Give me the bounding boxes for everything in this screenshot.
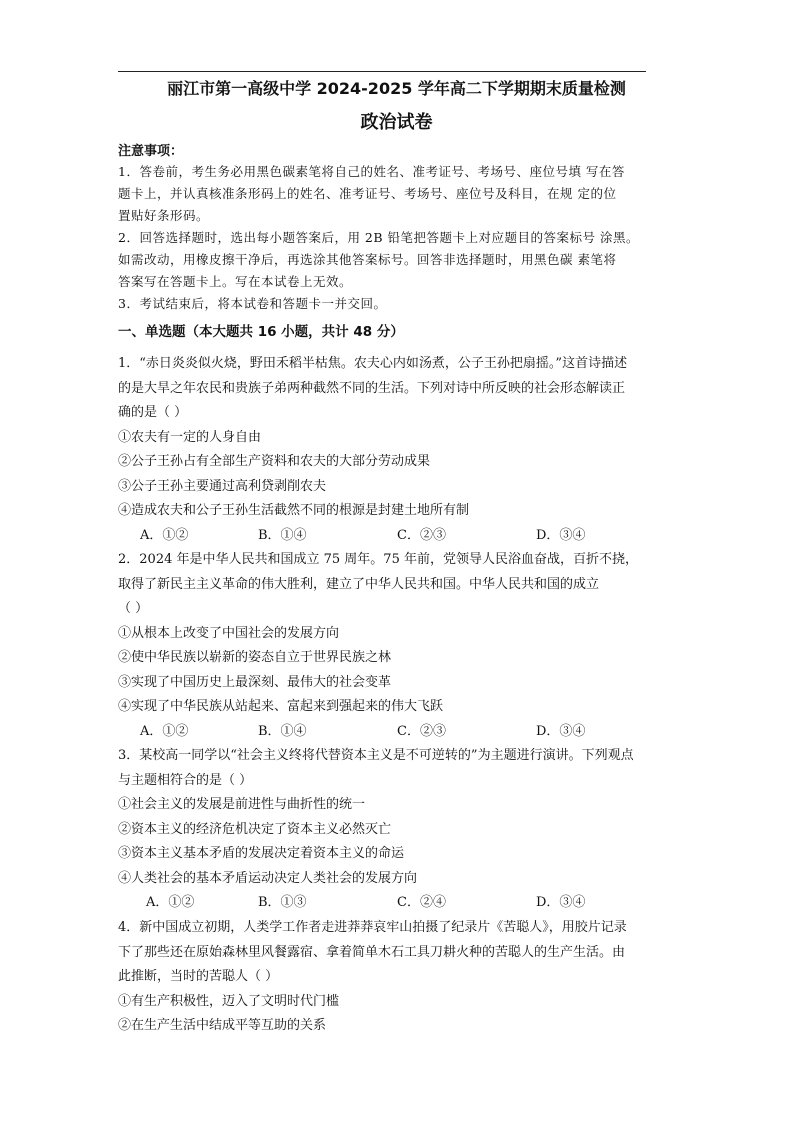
exam-subject: 政治试卷 (360, 112, 433, 133)
option-c: C．②③ (397, 723, 446, 739)
option-a: A．①② (140, 527, 189, 543)
question-stem-line: 下了那些还在原始森林里风餐露宿、拿着简单木石工具刀耕火种的苦聪人的生产生活。由 (118, 944, 626, 960)
statement-item: ②使中华民族以崭新的姿态自立于世界民族之林 (118, 650, 392, 665)
question-stem-line: 确的是（ ） (118, 405, 188, 420)
notice-line: 3．考试结束后，将本试卷和答题卡一并交回。 (118, 296, 387, 311)
notice-line: 如需改动，用橡皮擦干净后，再选涂其他答案标号。回答非选择题时，用黑色碳 素笔将 (118, 252, 617, 267)
header-rule (118, 71, 646, 72)
notice-line: 2．回答选择题时，选出每小题答案后，用 2B 铅笔把答题卡上对应题目的答案标号 涂黑。 (118, 230, 640, 245)
question-stem-line: 4．新中国成立初期，人类学工作者走进莽莽哀牢山拍摄了纪录片《苦聪人》，用胶片记录 (118, 920, 627, 935)
section-title: 一、单选题（本大题共 16 小题，共计 48 分） (118, 324, 404, 340)
answer-options (118, 524, 678, 549)
statement-item: ②公子王孙占有全部生产资料和农夫的大部分劳动成果 (118, 454, 431, 469)
option-d: D．③④ (536, 723, 586, 739)
statement-item: ④人类社会的基本矛盾运动决定人类社会的发展方向 (118, 870, 418, 886)
question-stem-line: 与主题相符合的是（ ） (118, 772, 253, 788)
statement-item: ①有生产积极性，迈入了文明时代门槛 (118, 993, 340, 1009)
option-d: D．③④ (536, 527, 586, 543)
notice-block (118, 161, 678, 315)
notice-heading: 注意事项： (118, 144, 184, 159)
notice-line: 置贴好条形码。 (118, 208, 210, 223)
statement-item: ③公子王孙主要通过高利贷剥削农夫 (118, 478, 327, 494)
question-2 (118, 548, 678, 744)
option-b: B．①④ (258, 527, 307, 543)
statement-item: ①从根本上改变了中国社会的发展方向 (118, 625, 340, 641)
answer-options (118, 891, 678, 916)
notice-line: 题卡上，并认真核准条形码上的姓名、准考证号、考场号、座位号及科目，在规 定的位 (118, 186, 617, 201)
statement-item: ②资本主义的经济危机决定了资本主义必然灭亡 (118, 821, 392, 837)
option-c: C．②③ (397, 527, 446, 543)
statement-item: ④实现了中华民族从站起来、富起来到强起来的伟大飞跃 (118, 699, 444, 714)
option-a: A．①② (146, 895, 195, 910)
answer-options (118, 720, 678, 745)
option-b: B．①④ (258, 723, 307, 739)
option-d: D．③④ (536, 895, 586, 910)
statement-item: ②在生产生活中结成平等互助的关系 (118, 1018, 327, 1033)
option-c: C．②④ (397, 895, 446, 910)
question-stem-line: 取得了新民主主义革命的伟大胜利，建立了中华人民共和国。中华人民共和国的成立 (118, 576, 600, 592)
notice-line: 答案写在答题卡上。写在本试卷上无效。 (118, 274, 353, 289)
statement-item: ①农夫有一定的人身自由 (118, 429, 262, 445)
statement-item: ④造成农夫和公子王孙生活截然不同的根源是封建土地所有制 (118, 503, 470, 518)
notice-line: 1．答卷前，考生务必用黑色碳素笔将自己的姓名、准考证号、考场号、座位号填 写在答 (118, 164, 625, 179)
statement-item: ①社会主义的发展是前进性与曲折性的统一 (118, 797, 366, 812)
question-stem-line: 此推断，当时的苦聪人（ ） (118, 969, 279, 984)
question-stem-line: 1．“赤日炎炎似火烧，野田禾稻半枯焦。农夫心内如汤煮，公子王孙把扇摇。”这首诗描述 (118, 356, 628, 371)
question-1 (118, 352, 678, 548)
question-stem-line: 的是大旱之年农民和贵族子弟两种截然不同的生活。下列对诗中所反映的社会形态解读正 (118, 380, 626, 396)
question-stem-line: 3．某校高一同学以“社会主义终将代替资本主义是不可逆转的”为主题进行演讲。下列观点 (118, 748, 634, 763)
exam-title: 丽江市第一高级中学 2024-2025 学年高二下学期期末质量检测 (167, 79, 626, 98)
statement-item: ③资本主义基本矛盾的发展决定着资本主义的命运 (118, 846, 405, 861)
option-b: B．①③ (258, 895, 307, 910)
question-3 (118, 744, 678, 916)
option-a: A．①② (140, 723, 189, 739)
question-stem-line: 2．2024 年是中华人民共和国成立 75 周年。75 年前，党领导人民浴血奋战，百折不挠， (118, 552, 638, 567)
statement-item: ③实现了中国历史上最深刻、最伟大的社会变革 (118, 674, 392, 690)
question-4 (118, 916, 678, 1039)
question-stem-line: （ ） (118, 601, 149, 616)
